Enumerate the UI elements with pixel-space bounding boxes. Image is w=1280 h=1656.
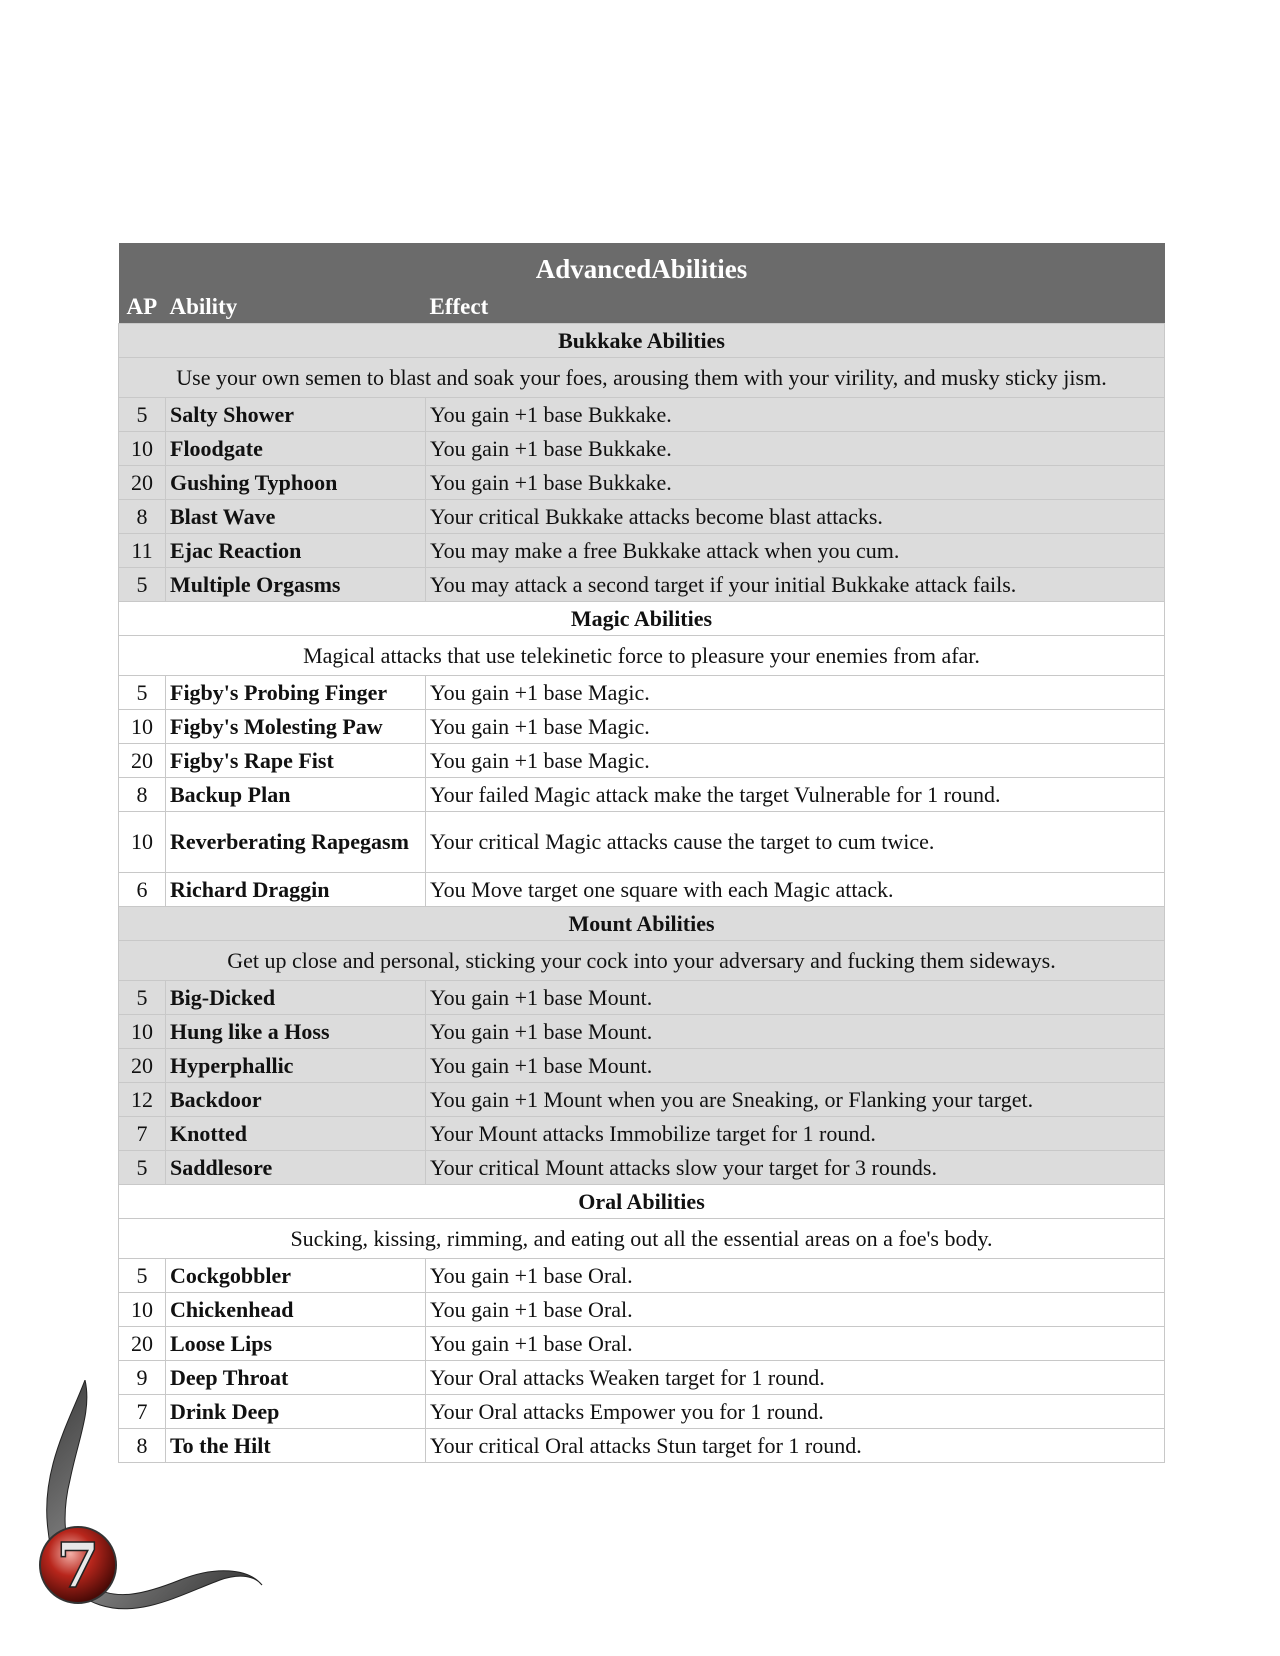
ap-cell: 20: [119, 466, 166, 500]
ability-cell: Loose Lips: [166, 1327, 426, 1361]
table-row: [119, 1259, 1165, 1293]
ability-cell: Floodgate: [166, 432, 426, 466]
effect-cell: Your Mount attacks Immobilize target for 1 round.: [426, 1117, 1165, 1151]
table-row: [119, 812, 1165, 873]
section-header-row: [119, 602, 1165, 636]
ability-cell: Richard Draggin: [166, 873, 426, 907]
ability-cell: Drink Deep: [166, 1395, 426, 1429]
table-row: [119, 1117, 1165, 1151]
table-row: [119, 981, 1165, 1015]
ability-cell: Figby's Rape Fist: [166, 744, 426, 778]
ap-cell: 20: [119, 1049, 166, 1083]
ability-cell: Cockgobbler: [166, 1259, 426, 1293]
ability-cell: Hyperphallic: [166, 1049, 426, 1083]
table-row: [119, 744, 1165, 778]
table-row: [119, 568, 1165, 602]
table-row: [119, 1049, 1165, 1083]
ap-cell: 7: [119, 1395, 166, 1429]
table-row: [119, 398, 1165, 432]
table-row: [119, 1293, 1165, 1327]
ap-cell: 6: [119, 873, 166, 907]
advanced-abilities-table: [118, 243, 1164, 1463]
section-title-bukkake-abilities: Bukkake Abilities: [119, 324, 1165, 358]
ap-cell: 20: [119, 744, 166, 778]
table-row: [119, 778, 1165, 812]
section-description: Sucking, kissing, rimming, and eating out all the essential areas on a foe's body.: [119, 1219, 1165, 1259]
effect-cell: Your critical Magic attacks cause the target to cum twice.: [426, 812, 1165, 873]
section-title-magic-abilities: Magic Abilities: [119, 602, 1165, 636]
section-description-row: [119, 1219, 1165, 1259]
ability-cell: Chickenhead: [166, 1293, 426, 1327]
table-row: [119, 534, 1165, 568]
effect-cell: You gain +1 base Mount.: [426, 981, 1165, 1015]
ap-cell: 10: [119, 710, 166, 744]
ability-cell: Figby's Probing Finger: [166, 676, 426, 710]
ap-cell: 9: [119, 1361, 166, 1395]
effect-cell: You gain +1 base Mount.: [426, 1015, 1165, 1049]
effect-cell: Your Oral attacks Weaken target for 1 round.: [426, 1361, 1165, 1395]
effect-cell: You gain +1 base Bukkake.: [426, 432, 1165, 466]
table-row: [119, 1015, 1165, 1049]
effect-cell: You gain +1 base Magic.: [426, 710, 1165, 744]
column-header-ability: Ability: [166, 291, 426, 324]
ap-cell: 5: [119, 568, 166, 602]
ability-cell: Reverberating Rapegasm: [166, 812, 426, 873]
effect-cell: You gain +1 base Oral.: [426, 1327, 1165, 1361]
ability-cell: Hung like a Hoss: [166, 1015, 426, 1049]
section-header-row: [119, 324, 1165, 358]
effect-cell: You gain +1 base Oral.: [426, 1293, 1165, 1327]
section-description: Magical attacks that use telekinetic force to pleasure your enemies from afar.: [119, 636, 1165, 676]
column-header-effect: Effect: [426, 291, 1165, 324]
ap-cell: 10: [119, 1293, 166, 1327]
ability-cell: Multiple Orgasms: [166, 568, 426, 602]
effect-cell: Your failed Magic attack make the target Vulnerable for 1 round.: [426, 778, 1165, 812]
ability-cell: Blast Wave: [166, 500, 426, 534]
ap-cell: 5: [119, 398, 166, 432]
section-header-row: [119, 907, 1165, 941]
section-title-oral-abilities: Oral Abilities: [119, 1185, 1165, 1219]
ap-cell: 11: [119, 534, 166, 568]
ap-cell: 7: [119, 1117, 166, 1151]
section-header-row: [119, 1185, 1165, 1219]
ap-cell: 8: [119, 500, 166, 534]
ap-cell: 5: [119, 1259, 166, 1293]
effect-cell: Your Oral attacks Empower you for 1 round.: [426, 1395, 1165, 1429]
effect-cell: You may make a free Bukkake attack when you cum.: [426, 534, 1165, 568]
table-title: AdvancedAbilities: [119, 243, 1165, 291]
ap-cell: 12: [119, 1083, 166, 1117]
section-description: Get up close and personal, sticking your cock into your adversary and fucking them sideways.: [119, 941, 1165, 981]
ability-cell: Big-Dicked: [166, 981, 426, 1015]
ability-cell: To the Hilt: [166, 1429, 426, 1463]
ability-cell: Backdoor: [166, 1083, 426, 1117]
effect-cell: You gain +1 base Bukkake.: [426, 466, 1165, 500]
ap-cell: 5: [119, 981, 166, 1015]
section-description-row: [119, 358, 1165, 398]
effect-cell: You gain +1 base Bukkake.: [426, 398, 1165, 432]
table-row: [119, 1395, 1165, 1429]
effect-cell: Your critical Mount attacks slow your target for 3 rounds.: [426, 1151, 1165, 1185]
ap-cell: 8: [119, 778, 166, 812]
table-row: [119, 432, 1165, 466]
ability-cell: Ejac Reaction: [166, 534, 426, 568]
ap-cell: 5: [119, 1151, 166, 1185]
ability-cell: Salty Shower: [166, 398, 426, 432]
ap-cell: 5: [119, 676, 166, 710]
effect-cell: You gain +1 base Magic.: [426, 744, 1165, 778]
column-header-ap: AP: [119, 291, 166, 324]
ability-cell: Backup Plan: [166, 778, 426, 812]
effect-cell: Your critical Bukkake attacks become blast attacks.: [426, 500, 1165, 534]
ability-cell: Figby's Molesting Paw: [166, 710, 426, 744]
effect-cell: You may attack a second target if your initial Bukkake attack fails.: [426, 568, 1165, 602]
table-row: [119, 500, 1165, 534]
table-row: [119, 1327, 1165, 1361]
abilities-table: [118, 243, 1165, 1463]
column-header-row: [119, 291, 1165, 324]
ability-cell: Gushing Typhoon: [166, 466, 426, 500]
ability-cell: Deep Throat: [166, 1361, 426, 1395]
ap-cell: 10: [119, 1015, 166, 1049]
section-title-mount-abilities: Mount Abilities: [119, 907, 1165, 941]
ap-cell: 10: [119, 812, 166, 873]
section-description-row: [119, 636, 1165, 676]
table-title-row: [119, 243, 1165, 291]
ability-cell: Knotted: [166, 1117, 426, 1151]
table-row: [119, 1151, 1165, 1185]
effect-cell: You gain +1 base Oral.: [426, 1259, 1165, 1293]
table-row: [119, 466, 1165, 500]
ap-cell: 10: [119, 432, 166, 466]
effect-cell: You gain +1 Mount when you are Sneaking, or Flanking your target.: [426, 1083, 1165, 1117]
effect-cell: You gain +1 base Magic.: [426, 676, 1165, 710]
effect-cell: You Move target one square with each Magic attack.: [426, 873, 1165, 907]
effect-cell: You gain +1 base Mount.: [426, 1049, 1165, 1083]
ap-cell: 8: [119, 1429, 166, 1463]
sin-seven-emblem-icon: [30, 1380, 270, 1630]
section-description-row: [119, 941, 1165, 981]
table-row: [119, 676, 1165, 710]
ability-cell: Saddlesore: [166, 1151, 426, 1185]
table-row: [119, 1361, 1165, 1395]
table-row: [119, 873, 1165, 907]
table-row: [119, 1429, 1165, 1463]
section-description: Use your own semen to blast and soak your foes, arousing them with your virility, and musky sticky jism.: [119, 358, 1165, 398]
table-row: [119, 710, 1165, 744]
ap-cell: 20: [119, 1327, 166, 1361]
table-row: [119, 1083, 1165, 1117]
emblem-number: 7: [56, 1529, 100, 1602]
effect-cell: Your critical Oral attacks Stun target for 1 round.: [426, 1429, 1165, 1463]
